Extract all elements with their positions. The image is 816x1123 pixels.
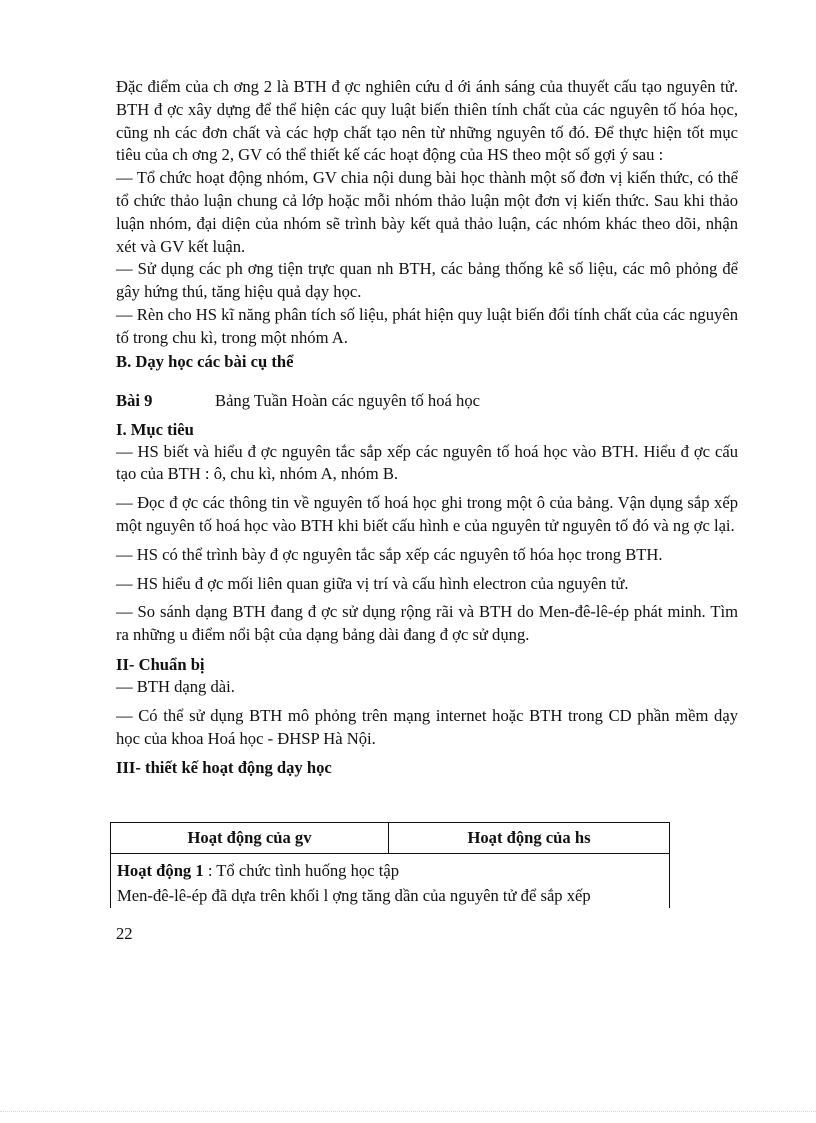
page-body <box>116 76 738 779</box>
objective-item-2: — Đọc đ ợc các thông tin về nguyên tố hoá học ghi trong một ô của bảng. Vận dụng sắp xếp một nguyên tố hoá học vào BTH khi biết cấu hình e của nguyên tử nguyên tố đó và ng ợc lại. <box>116 493 738 535</box>
intro-paragraph: Đặc điểm của ch ơng 2 là BTH đ ợc nghiên cứu d ới ánh sáng của thuyết cấu tạo nguyên tử. BTH đ ợc xây dựng để thể hiện các quy luật biến thiên tính chất của các nguyên tố hóa học, cũng nh các đơn chất và các hợp chất tạo nên từ những nguyên tố đó. Để thực hiện tốt mục tiêu của ch ơng 2, GV có thể thiết kế các hoạt động của HS theo một số gợi ý sau : <box>116 77 738 165</box>
intro-bullet-1: — Tổ chức hoạt động nhóm, GV chia nội dung bài học thành một số đơn vị kiến thức, có thể tổ chức thảo luận chung cả lớp hoặc mỗi nhóm thảo luận một đơn vị kiến thức. Sau khi thảo luận nhóm, đại diện của nhóm sẽ trình bày kết quả thảo luận, các nhóm khác theo dõi, nhận xét và GV kết luận. <box>116 168 738 256</box>
table-header-row <box>111 823 669 854</box>
objective-item-5: — So sánh dạng BTH đang đ ợc sử dụng rộng rãi và BTH do Men-đê-lê-ép phát minh. Tìm ra những u điểm nổi bật của dạng bảng dài đang đ ợc sử dụng. <box>116 602 738 645</box>
activity-1-label: Hoạt động 1 <box>117 861 204 880</box>
section-1-heading: I. Mục tiêu <box>116 419 194 439</box>
section-2-heading: II- Chuẩn bị <box>116 654 205 674</box>
activity-1-subtitle: : Tổ chức tình huống học tập <box>203 861 400 880</box>
section-3-heading: III- thiết kế hoạt động dạy học <box>116 758 332 778</box>
objective-item-4: — HS hiểu đ ợc mối liên quan giữa vị trí và cấu hình electron của nguyên tử. <box>116 573 629 593</box>
table-header-student: Hoạt động của hs <box>467 828 591 847</box>
activity-table <box>110 822 670 908</box>
lesson-title-row <box>116 389 738 412</box>
lesson-title: Bảng Tuần Hoàn các nguyên tố hoá học <box>215 390 480 410</box>
page-bottom-divider <box>0 1111 816 1112</box>
section-b-heading: B. Dạy học các bài cụ thể <box>116 351 294 371</box>
objective-item-1: — HS biết và hiểu đ ợc nguyên tắc sắp xếp các nguyên tố hoá học vào BTH. Hiểu đ ợc cấu tạo của BTH : ô, chu kì, nhóm A, nhóm B. <box>116 441 738 484</box>
activity-1-heading <box>117 858 663 883</box>
page-number: 22 <box>116 924 133 943</box>
lesson-number: Bài 9 <box>116 390 153 410</box>
intro-bullet-3: — Rèn cho HS kĩ năng phân tích số liệu, phát hiện quy luật biến đổi tính chất của các nguyên tố trong chu kì, trong một nhóm A. <box>116 304 738 347</box>
objective-item-3: — HS có thể trình bày đ ợc nguyên tắc sắp xếp các nguyên tố hóa học trong BTH. <box>116 544 663 564</box>
intro-bullet-2: — Sử dụng các ph ơng tiện trực quan nh BTH, các bảng thống kê số liệu, các mô phỏng để gây hứng thú, tăng hiệu quả dạy học. <box>116 259 738 302</box>
table-body <box>111 854 669 908</box>
table-header-teacher: Hoạt động của gv <box>111 823 389 853</box>
activity-1-text: Men-đê-lê-ép đã dựa trên khối l ợng tăng dần của nguyên tử để sắp xếp <box>117 886 591 905</box>
preparation-item-1: — BTH dạng dài. <box>116 676 235 696</box>
preparation-item-2: — Có thể sử dụng BTH mô phỏng trên mạng internet hoặc BTH trong CD phần mềm dạy học của khoa Hoá học - ĐHSP Hà Nội. <box>116 705 738 748</box>
